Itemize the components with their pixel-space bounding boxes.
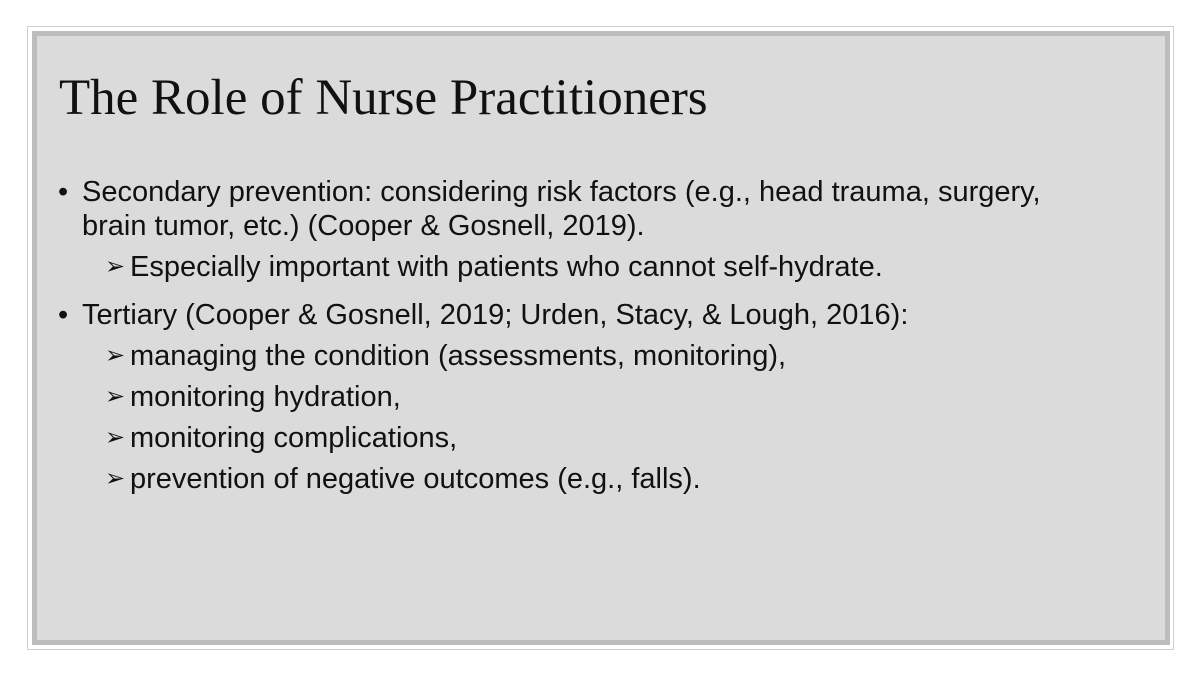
bullet-text: Tertiary (Cooper & Gosnell, 2019; Urden, Stacy, & Lough, 2016): [82,299,909,331]
sub-bullet-text: monitoring hydration, [130,381,401,413]
sub-bullet-item [58,250,1098,284]
arrow-bullet-icon: ➢ [105,253,126,280]
arrow-bullet-icon: ➢ [105,424,126,451]
sub-bullet-text: prevention of negative outcomes (e.g., falls). [130,463,701,495]
sub-bullet-item [58,462,1098,496]
arrow-bullet-icon: ➢ [105,342,126,369]
arrow-bullet-icon: ➢ [105,465,126,492]
bullet-item-secondary-prevention [58,175,1098,243]
sub-bullet-item [58,421,1098,455]
sub-bullet-text: monitoring complications, [130,422,458,454]
arrow-bullet-icon: ➢ [105,383,126,410]
bullet-text: Secondary prevention: considering risk factors (e.g., head trauma, surgery, brain tumor, etc.) (Cooper & Gosnell, 2019). [82,176,1041,242]
sub-bullet-item [58,380,1098,414]
slide-content [58,175,1098,496]
bullet-icon: • [58,176,69,208]
bullet-icon: • [58,299,69,331]
tertiary-sub-list [58,339,1098,496]
sub-bullet-text: managing the condition (assessments, monitoring), [130,340,787,372]
bullet-item-tertiary [58,298,1098,332]
sub-bullet-item [58,339,1098,373]
sub-bullet-text: Especially important with patients who cannot self-hydrate. [130,251,883,283]
slide-title: The Role of Nurse Practitioners [59,70,708,126]
